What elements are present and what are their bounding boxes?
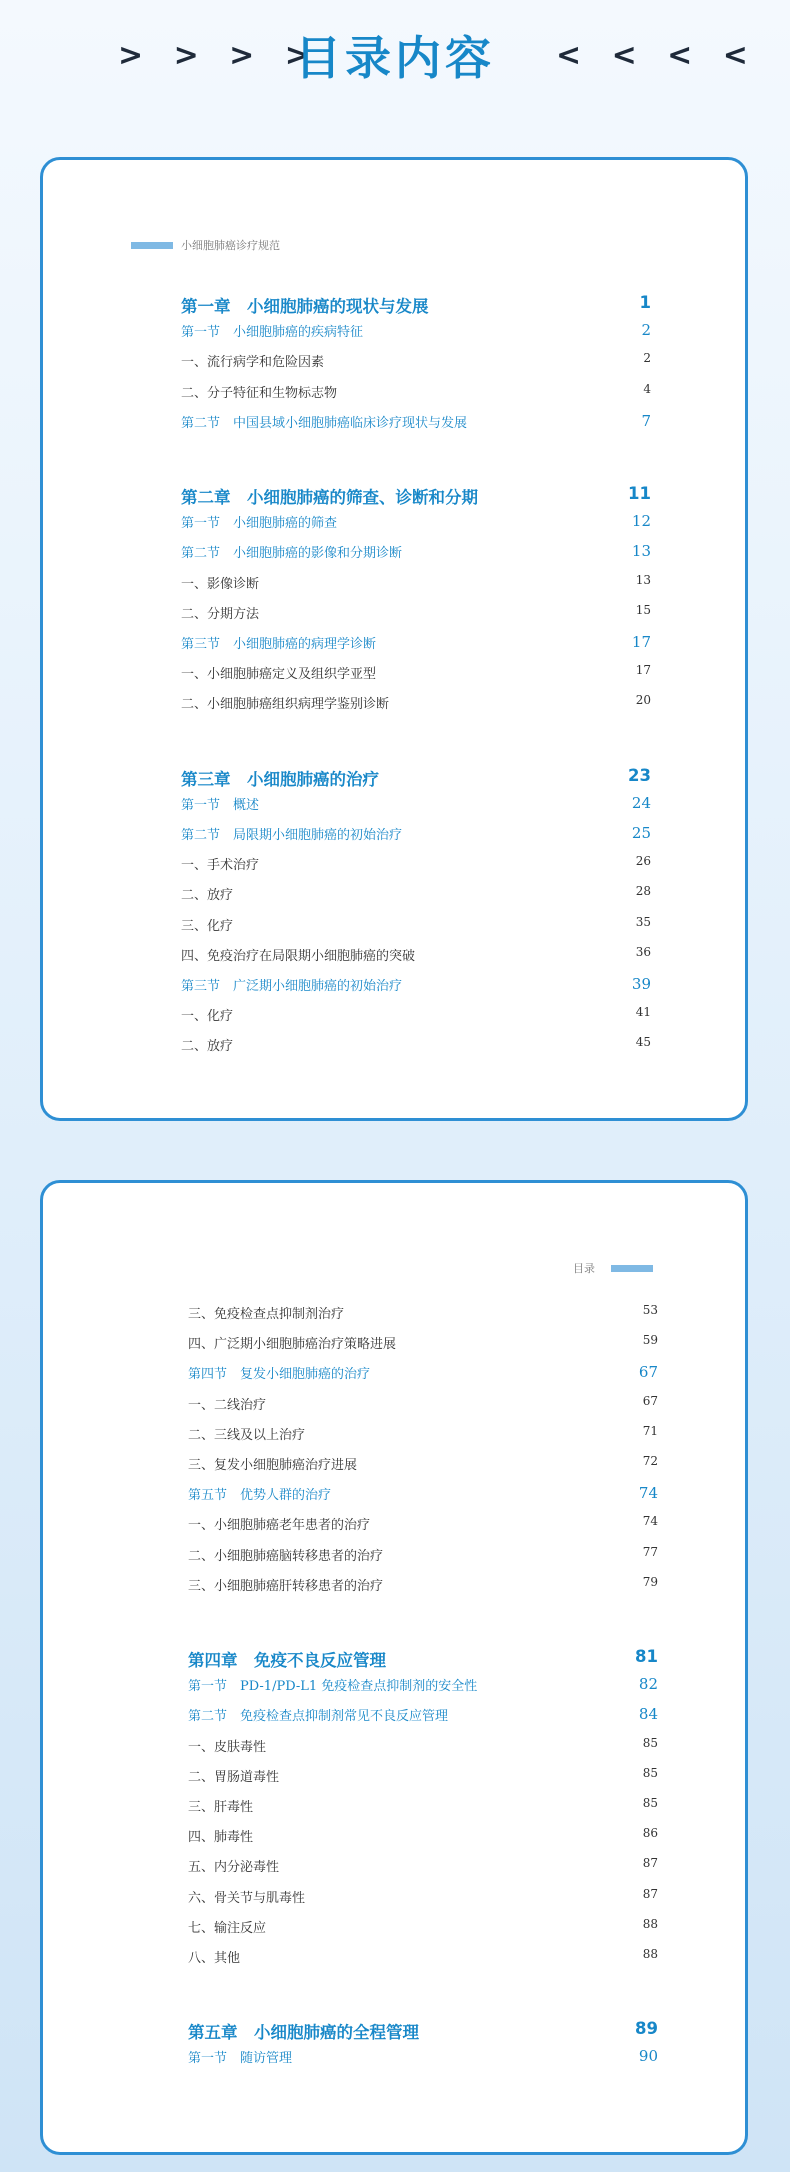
toc-page-number: 36 — [635, 944, 651, 959]
toc-entry-title: 二、放疗 — [181, 888, 234, 904]
toc-page-number: 82 — [638, 1675, 658, 1694]
toc-entry-title: 第五节 优势人群的治疗 — [188, 1488, 332, 1504]
toc-entry-title: 第一节 概述 — [181, 797, 260, 813]
toc-page-number: 13 — [631, 542, 651, 561]
running-head — [573, 1260, 673, 1278]
running-head-bar — [611, 1265, 653, 1272]
toc-page-number: 28 — [635, 884, 651, 899]
toc-entry-title: 第二节 中国县域小细胞肺癌临床诊疗现状与发展 — [181, 415, 468, 431]
toc-entry-title: 第三章 小细胞肺癌的治疗 — [181, 769, 379, 789]
toc-page-number: 12 — [631, 512, 651, 531]
toc-page-number: 1 — [639, 293, 651, 312]
running-head-bar — [131, 242, 173, 249]
toc-page-number: 26 — [635, 854, 651, 869]
toc-page-number: 2 — [643, 351, 651, 366]
toc-entry-title: 一、皮肤毒性 — [188, 1739, 267, 1755]
toc-page-number: 85 — [642, 1735, 658, 1750]
right-arrows-icon: < < < < — [556, 38, 758, 73]
toc-page-number: 81 — [635, 1647, 658, 1666]
toc-entry-title: 三、肝毒性 — [188, 1800, 254, 1815]
toc-page-number: 88 — [642, 1947, 658, 1961]
toc-page-number: 67 — [642, 1393, 658, 1408]
toc-page-number: 88 — [642, 1916, 658, 1931]
toc-page-number: 25 — [631, 824, 651, 842]
toc-page-number: 86 — [642, 1826, 658, 1841]
toc-entry-title: 三、复发小细胞肺癌治疗进展 — [188, 1458, 358, 1473]
toc-entry-title: 四、广泛期小细胞肺癌治疗策略进展 — [188, 1337, 397, 1353]
toc-page-number: 39 — [631, 975, 651, 993]
toc-page-number: 41 — [635, 1005, 651, 1020]
toc-entry-title: 二、放疗 — [181, 1039, 234, 1055]
toc-entry-title: 三、免疫检查点抑制剂治疗 — [188, 1307, 345, 1322]
toc-page-number: 79 — [642, 1574, 658, 1589]
toc-page-2 — [40, 1180, 748, 2155]
toc-page-number: 7 — [641, 411, 651, 430]
toc-page-number: 84 — [638, 1705, 658, 1724]
toc-page-number: 20 — [635, 693, 651, 708]
left-arrows-icon: > > > > — [118, 38, 320, 73]
toc-entry-title: 七、输注反应 — [188, 1920, 267, 1936]
running-head-text: 目录 — [573, 1262, 595, 1275]
toc-entry-title: 第五章 小细胞肺癌的全程管理 — [188, 2023, 419, 2043]
toc-entry-title: 第一章 小细胞肺癌的现状与发展 — [181, 297, 429, 316]
header — [0, 18, 790, 90]
toc-page-1 — [40, 157, 748, 1121]
toc-entry-title: 第二节 小细胞肺癌的影像和分期诊断 — [181, 546, 403, 562]
toc-entry-title: 一、手术治疗 — [181, 858, 260, 874]
page-title: 目录内容 — [295, 31, 495, 85]
toc-entry-title: 二、胃肠道毒性 — [188, 1769, 280, 1785]
toc-page-number: 67 — [638, 1363, 658, 1382]
toc-entry-title: 八、其他 — [188, 1951, 241, 1966]
toc-entry-title: 一、二线治疗 — [188, 1397, 267, 1413]
toc-page-number: 17 — [635, 663, 651, 678]
toc-entry-title: 二、小细胞肺癌组织病理学鉴别诊断 — [181, 697, 390, 713]
toc-entry-title: 第二节 免疫检查点抑制剂常见不良反应管理 — [188, 1709, 449, 1725]
toc-entry-title: 第三节 小细胞肺癌的病理学诊断 — [181, 637, 377, 652]
toc-page-number: 71 — [642, 1423, 658, 1438]
toc-page-number: 17 — [631, 633, 651, 651]
toc-entry-title: 第二章 小细胞肺癌的筛查、诊断和分期 — [181, 488, 478, 507]
toc-page-number: 24 — [631, 793, 651, 812]
toc-entry-title: 一、化疗 — [181, 1009, 234, 1025]
toc-entry-title: 四、免疫治疗在局限期小细胞肺癌的突破 — [181, 948, 416, 964]
toc-entry-title: 一、影像诊断 — [181, 576, 260, 592]
toc-page-number: 59 — [642, 1333, 658, 1348]
toc-entry-title: 第三节 广泛期小细胞肺癌的初始治疗 — [181, 979, 403, 994]
toc-page-number: 23 — [628, 765, 651, 785]
toc-entry-title: 四、肺毒性 — [188, 1830, 254, 1846]
toc-page-number: 77 — [642, 1544, 658, 1559]
toc-entry-title: 五、内分泌毒性 — [188, 1860, 280, 1876]
toc-entry-title: 第一节 随访管理 — [188, 2051, 293, 2067]
toc-page-number: 45 — [635, 1035, 651, 1050]
toc-page-number: 90 — [638, 2047, 658, 2066]
toc-entry-title: 二、分期方法 — [181, 606, 260, 622]
running-head — [131, 237, 331, 255]
toc-entry-title: 第四节 复发小细胞肺癌的治疗 — [188, 1367, 371, 1383]
toc-page-number: 11 — [628, 484, 651, 503]
toc-entry-title: 第二节 局限期小细胞肺癌的初始治疗 — [181, 828, 403, 843]
toc-page-number: 13 — [635, 572, 651, 587]
toc-entry-title: 第一节 小细胞肺癌的疾病特征 — [181, 325, 364, 341]
toc-entry-title: 三、化疗 — [181, 918, 234, 934]
toc-page-number: 87 — [642, 1856, 658, 1871]
toc-entry-title: 二、分子特征和生物标志物 — [181, 385, 338, 401]
toc-page-number: 87 — [642, 1886, 658, 1901]
toc-entry-title: 第一节 PD-1/PD-L1 免疫检查点抑制剂的安全性 — [188, 1679, 478, 1695]
toc-page-number: 72 — [642, 1454, 658, 1468]
toc-entry-title: 第四章 免疫不良反应管理 — [188, 1651, 386, 1670]
toc-page-number: 74 — [642, 1514, 658, 1529]
toc-page-number: 89 — [635, 2019, 658, 2039]
toc-entry-title: 第一节 小细胞肺癌的筛查 — [181, 516, 338, 532]
toc-entry-title: 一、小细胞肺癌定义及组织学亚型 — [181, 667, 377, 683]
toc-page-number: 85 — [642, 1765, 658, 1780]
toc-page-number: 4 — [643, 381, 651, 396]
toc-page-number: 74 — [638, 1484, 658, 1503]
toc-entry-title: 六、骨关节与肌毒性 — [188, 1890, 306, 1906]
toc-page-number: 35 — [635, 914, 651, 929]
toc-entry-title: 二、小细胞肺癌脑转移患者的治疗 — [188, 1548, 384, 1564]
toc-entry-title: 一、流行病学和危险因素 — [181, 355, 325, 371]
running-head-text: 小细胞肺癌诊疗规范 — [181, 239, 280, 252]
toc-page-number: 15 — [635, 602, 651, 617]
toc-entry-title: 三、小细胞肺癌肝转移患者的治疗 — [188, 1578, 384, 1594]
toc-page-number: 53 — [642, 1303, 658, 1317]
toc-page-number: 85 — [642, 1796, 658, 1810]
toc-entry-title: 二、三线及以上治疗 — [188, 1427, 306, 1443]
toc-entry-title: 一、小细胞肺癌老年患者的治疗 — [188, 1518, 371, 1534]
toc-page-number: 2 — [641, 321, 651, 340]
